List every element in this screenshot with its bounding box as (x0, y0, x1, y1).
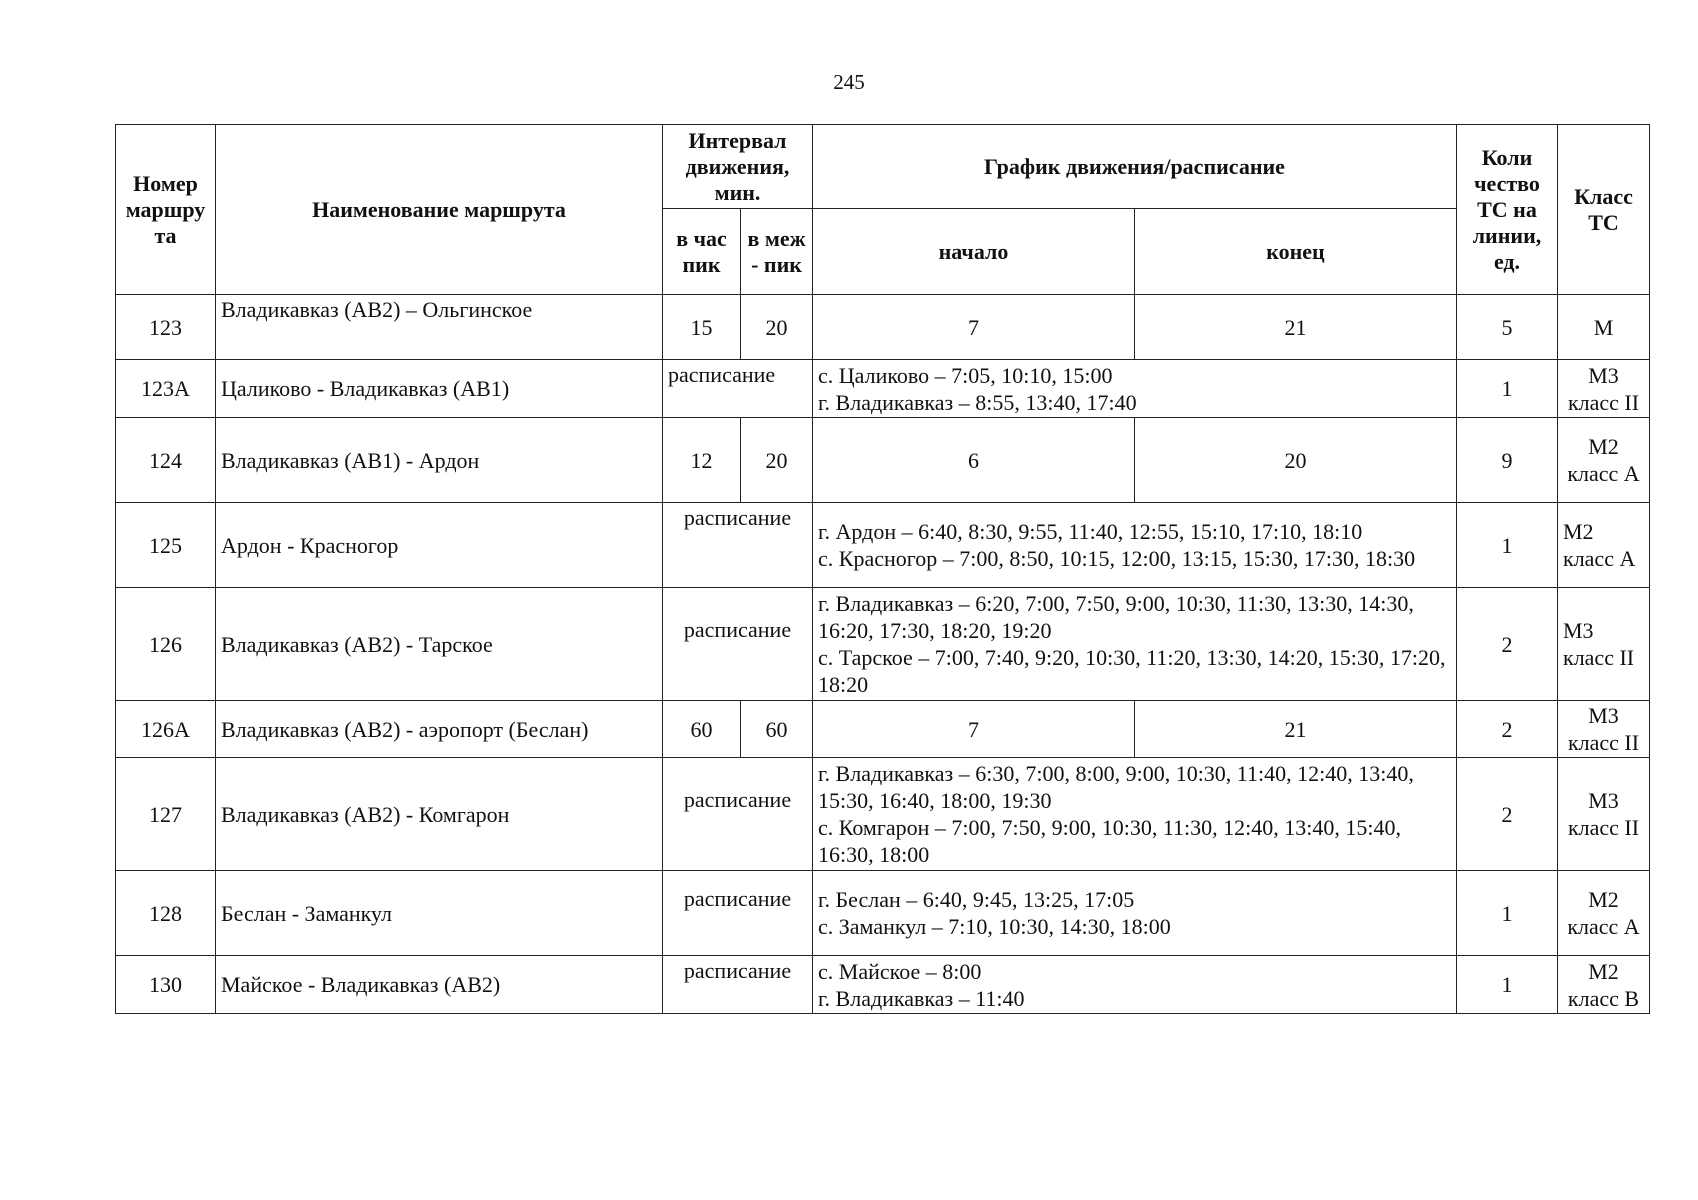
schedule-line: г. Ардон – 6:40, 8:30, 9:55, 11:40, 12:55, 15:10, 17:10, 18:10 (818, 519, 1363, 544)
interval-schedule-label: расписание (663, 360, 813, 418)
schedule-line: с. Красногор – 7:00, 8:50, 10:15, 12:00, 13:15, 15:30, 17:30, 18:30 (818, 546, 1416, 571)
route-number: 130 (116, 956, 216, 1014)
route-number: 127 (116, 758, 216, 871)
route-name: Майское - Владикавказ (АВ2) (216, 956, 663, 1014)
interval-schedule-label: расписание (663, 871, 813, 956)
route-name: Владикавказ (АВ2) - Тарское (216, 588, 663, 701)
header-vehicle-class: Класс ТС (1558, 125, 1650, 295)
header-schedule-start: начало (813, 209, 1135, 295)
route-number: 126А (116, 701, 216, 758)
table-row (116, 758, 1650, 871)
interval-offpeak: 20 (741, 295, 813, 360)
vehicle-class: М2 класс А (1558, 871, 1650, 956)
schedule-times (813, 503, 1457, 588)
schedule-line: г. Владикавказ – 6:30, 7:00, 8:00, 9:00, 10:30, 11:40, 12:40, 13:40, 15:30, 16:40, 18:00, 19:30 (818, 761, 1414, 813)
schedule-times (813, 588, 1457, 701)
schedule-line: с. Майское – 8:00 (818, 958, 982, 984)
route-number: 125 (116, 503, 216, 588)
route-number: 126 (116, 588, 216, 701)
schedule-line: г. Владикавказ – 8:55, 13:40, 17:40 (818, 389, 1137, 415)
vehicle-count: 2 (1457, 758, 1558, 871)
route-name: Владикавказ (АВ2) - Комгарон (216, 758, 663, 871)
schedule-end: 20 (1135, 418, 1457, 503)
vehicle-count: 1 (1457, 503, 1558, 588)
route-name: Владикавказ (АВ1) - Ардон (216, 418, 663, 503)
interval-peak: 15 (663, 295, 741, 360)
vehicle-class: М2 класс А (1558, 418, 1650, 503)
schedule-line: г. Беслан – 6:40, 9:45, 13:25, 17:05 (818, 887, 1135, 912)
schedule-start: 7 (813, 701, 1135, 758)
route-name: Цаликово - Владикавказ (АВ1) (216, 360, 663, 418)
interval-offpeak: 60 (741, 701, 813, 758)
table-row (116, 418, 1650, 503)
header-interval-offpeak: в меж - пик (741, 209, 813, 295)
interval-schedule-label: расписание (663, 956, 813, 1014)
interval-peak: 12 (663, 418, 741, 503)
vehicle-count: 9 (1457, 418, 1558, 503)
header-interval: Интервал движения, мин. (663, 125, 813, 209)
schedule-end: 21 (1135, 701, 1457, 758)
route-number: 128 (116, 871, 216, 956)
vehicle-count: 2 (1457, 701, 1558, 758)
table-row (116, 956, 1650, 1014)
schedule-times (813, 758, 1457, 871)
interval-schedule-label: расписание (663, 588, 813, 701)
vehicle-count: 1 (1457, 360, 1558, 418)
route-name: Владикавказ (АВ2) – Ольгинское (216, 295, 663, 360)
vehicle-class: М3 класс II (1558, 701, 1650, 758)
schedule-line: с. Комгарон – 7:00, 7:50, 9:00, 10:30, 11:30, 12:40, 13:40, 15:40, 16:30, 18:00 (818, 815, 1401, 867)
schedule-times (813, 360, 1457, 418)
vehicle-class: М2 класс А (1558, 503, 1650, 588)
schedule-line: с. Тарское – 7:00, 7:40, 9:20, 10:30, 11:20, 13:30, 14:20, 15:30, 17:20, 18:20 (818, 645, 1446, 697)
route-number: 123А (116, 360, 216, 418)
vehicle-class: М3 класс II (1558, 588, 1650, 701)
route-name: Ардон - Красногор (216, 503, 663, 588)
vehicle-count: 1 (1457, 956, 1558, 1014)
vehicle-class: М (1558, 295, 1650, 360)
schedule-times (813, 871, 1457, 956)
header-vehicle-count: Коли чество ТС на линии, ед. (1457, 125, 1558, 295)
table-row (116, 295, 1650, 360)
interval-schedule-label: расписание (663, 758, 813, 871)
vehicle-class: М3 класс II (1558, 758, 1650, 871)
schedule-start: 6 (813, 418, 1135, 503)
header-schedule: График движения/расписание (813, 125, 1457, 209)
interval-peak: 60 (663, 701, 741, 758)
route-name: Беслан - Заманкул (216, 871, 663, 956)
vehicle-class: М3 класс II (1558, 360, 1650, 418)
schedule-start: 7 (813, 295, 1135, 360)
schedule-line: с. Цаликово – 7:05, 10:10, 15:00 (818, 362, 1113, 388)
vehicle-count: 5 (1457, 295, 1558, 360)
schedule-line: г. Владикавказ – 11:40 (818, 985, 1025, 1011)
header-schedule-end: конец (1135, 209, 1457, 295)
routes-table (115, 124, 1650, 1014)
schedule-times (813, 956, 1457, 1014)
vehicle-count: 2 (1457, 588, 1558, 701)
schedule-end: 21 (1135, 295, 1457, 360)
interval-offpeak: 20 (741, 418, 813, 503)
route-name: Владикавказ (АВ2) - аэропорт (Беслан) (216, 701, 663, 758)
schedule-line: г. Владикавказ – 6:20, 7:00, 7:50, 9:00, 10:30, 11:30, 13:30, 14:30, 16:20, 17:30, 18:20, 19:20 (818, 591, 1414, 643)
page-number: 245 (833, 70, 865, 94)
table-row (116, 701, 1650, 758)
table-row (116, 871, 1650, 956)
interval-schedule-label: расписание (663, 503, 813, 588)
route-number: 123 (116, 295, 216, 360)
header-interval-peak: в час пик (663, 209, 741, 295)
table-row (116, 360, 1650, 418)
table-row (116, 588, 1650, 701)
table-row (116, 503, 1650, 588)
route-number: 124 (116, 418, 216, 503)
schedule-line: с. Заманкул – 7:10, 10:30, 14:30, 18:00 (818, 914, 1171, 939)
header-route-name: Наименование маршрута (216, 125, 663, 295)
header-route-number: Номер маршру та (116, 125, 216, 295)
vehicle-count: 1 (1457, 871, 1558, 956)
vehicle-class: М2 класс В (1558, 956, 1650, 1014)
